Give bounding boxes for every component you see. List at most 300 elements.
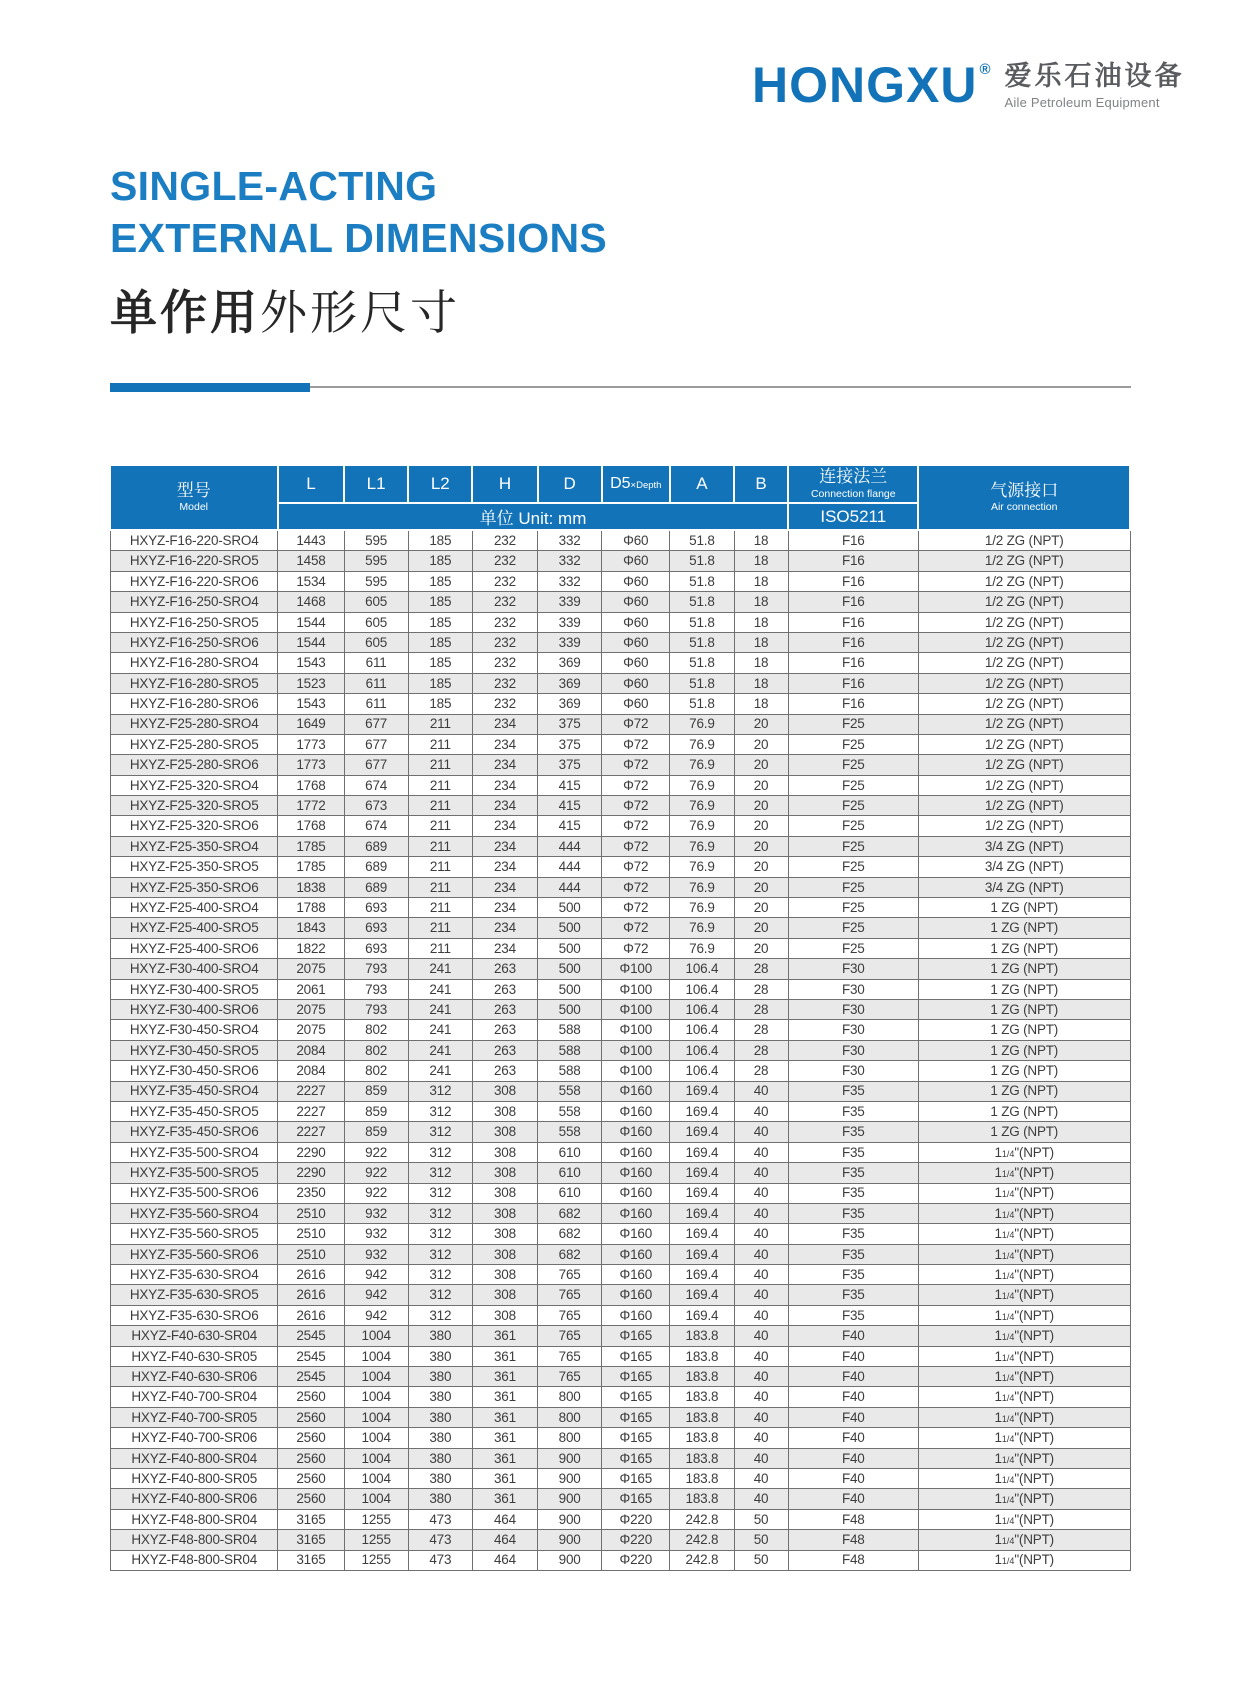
- cell-B: 40: [734, 1489, 788, 1509]
- header-B: [734, 465, 788, 503]
- cell-D: 375: [538, 755, 602, 775]
- cell-L: 2075: [278, 1020, 344, 1040]
- title-chinese-bold: 单作用: [110, 286, 260, 340]
- cell-L1: 595: [344, 571, 408, 591]
- cell-L1: 674: [344, 816, 408, 836]
- cell-H: 361: [472, 1448, 537, 1468]
- cell-L2: 211: [408, 775, 472, 795]
- cell-H: 361: [472, 1468, 537, 1488]
- cell-flange: F16: [788, 571, 918, 591]
- cell-A: 242.8: [670, 1509, 734, 1529]
- cell-L2: 380: [408, 1489, 472, 1509]
- cell-air: 11/4"(NPT): [918, 1305, 1130, 1325]
- cell-model: HXYZ-F40-700-SR06: [111, 1428, 278, 1448]
- cell-H: 361: [472, 1326, 537, 1346]
- cell-air: 11/4"(NPT): [918, 1468, 1130, 1488]
- cell-B: 20: [734, 775, 788, 795]
- logo: [752, 57, 1185, 113]
- header-L1: [344, 465, 408, 503]
- cell-L: 2560: [278, 1468, 344, 1488]
- cell-air: 1/2 ZG (NPT): [918, 551, 1130, 571]
- cell-L2: 211: [408, 816, 472, 836]
- cell-D: 682: [538, 1244, 602, 1264]
- cell-H: 263: [472, 959, 537, 979]
- cell-A: 169.4: [670, 1101, 734, 1121]
- cell-D5: Φ165: [602, 1326, 670, 1346]
- cell-H: 234: [472, 836, 537, 856]
- cell-L: 2560: [278, 1489, 344, 1509]
- cell-B: 28: [734, 959, 788, 979]
- cell-D5: Φ72: [602, 755, 670, 775]
- cell-air: 11/4"(NPT): [918, 1203, 1130, 1223]
- cell-model: HXYZ-F48-800-SR04: [111, 1509, 278, 1529]
- cell-D: 375: [538, 714, 602, 734]
- cell-D5: Φ165: [602, 1367, 670, 1387]
- cell-A: 51.8: [670, 571, 734, 591]
- cell-L: 3165: [278, 1509, 344, 1529]
- cell-model: HXYZ-F35-450-SRO5: [111, 1101, 278, 1121]
- header-L-label: L: [306, 474, 316, 493]
- cell-L1: 1255: [344, 1530, 408, 1550]
- cell-B: 18: [734, 551, 788, 571]
- table-row: [111, 1040, 1131, 1060]
- cell-air: 1/2 ZG (NPT): [918, 592, 1130, 612]
- table-row: [111, 755, 1131, 775]
- cell-model: HXYZ-F16-220-SRO4: [111, 530, 278, 551]
- cell-H: 263: [472, 1061, 537, 1081]
- cell-L2: 185: [408, 612, 472, 632]
- cell-B: 50: [734, 1530, 788, 1550]
- cell-D5: Φ60: [602, 673, 670, 693]
- cell-D: 369: [538, 673, 602, 693]
- logo-brand-text: HONGXU: [752, 57, 978, 113]
- cell-model: HXYZ-F40-700-SR04: [111, 1387, 278, 1407]
- cell-air: 1 ZG (NPT): [918, 1061, 1130, 1081]
- cell-model: HXYZ-F16-220-SRO6: [111, 571, 278, 591]
- cell-air: 11/4"(NPT): [918, 1387, 1130, 1407]
- cell-L2: 473: [408, 1550, 472, 1570]
- header-model: [111, 465, 278, 530]
- cell-L2: 185: [408, 592, 472, 612]
- table-header: [111, 465, 1131, 530]
- cell-L2: 473: [408, 1509, 472, 1529]
- cell-flange: F30: [788, 979, 918, 999]
- table-row: [111, 999, 1131, 1019]
- cell-D5: Φ160: [602, 1203, 670, 1223]
- cell-L1: 611: [344, 673, 408, 693]
- cell-L2: 211: [408, 918, 472, 938]
- cell-air: 11/4"(NPT): [918, 1142, 1130, 1162]
- cell-A: 106.4: [670, 1061, 734, 1081]
- cell-flange: F16: [788, 653, 918, 673]
- cell-model: HXYZ-F16-280-SRO6: [111, 694, 278, 714]
- table-row: [111, 959, 1131, 979]
- cell-D5: Φ100: [602, 1040, 670, 1060]
- cell-A: 106.4: [670, 959, 734, 979]
- cell-D5: Φ100: [602, 959, 670, 979]
- cell-L1: 595: [344, 530, 408, 551]
- cell-B: 40: [734, 1448, 788, 1468]
- cell-H: 232: [472, 612, 537, 632]
- cell-L1: 932: [344, 1203, 408, 1223]
- cell-L2: 241: [408, 979, 472, 999]
- cell-model: HXYZ-F25-350-SRO5: [111, 857, 278, 877]
- cell-L1: 677: [344, 755, 408, 775]
- cell-D: 415: [538, 775, 602, 795]
- cell-model: HXYZ-F40-630-SR04: [111, 1326, 278, 1346]
- cell-B: 18: [734, 592, 788, 612]
- cell-model: HXYZ-F40-700-SR05: [111, 1407, 278, 1427]
- cell-A: 106.4: [670, 1040, 734, 1060]
- cell-air: 1 ZG (NPT): [918, 979, 1130, 999]
- cell-B: 20: [734, 714, 788, 734]
- cell-L1: 802: [344, 1061, 408, 1081]
- cell-air: 1 ZG (NPT): [918, 1040, 1130, 1060]
- cell-L2: 312: [408, 1081, 472, 1101]
- cell-model: HXYZ-F16-220-SRO5: [111, 551, 278, 571]
- cell-L: 2616: [278, 1305, 344, 1325]
- table-row: [111, 592, 1131, 612]
- cell-flange: F40: [788, 1468, 918, 1488]
- cell-L1: 802: [344, 1020, 408, 1040]
- cell-B: 50: [734, 1509, 788, 1529]
- cell-D: 558: [538, 1101, 602, 1121]
- cell-L: 1773: [278, 755, 344, 775]
- header-H-label: H: [498, 474, 512, 493]
- cell-D5: Φ72: [602, 775, 670, 795]
- cell-A: 76.9: [670, 898, 734, 918]
- logo-subtitle-block: [1005, 62, 1185, 110]
- cell-L1: 673: [344, 796, 408, 816]
- cell-flange: F25: [788, 836, 918, 856]
- cell-L1: 595: [344, 551, 408, 571]
- cell-H: 464: [472, 1550, 537, 1570]
- cell-L: 1543: [278, 694, 344, 714]
- cell-B: 40: [734, 1326, 788, 1346]
- table-row: [111, 734, 1131, 754]
- cell-flange: F35: [788, 1163, 918, 1183]
- cell-L: 1544: [278, 612, 344, 632]
- table-row: [111, 1101, 1131, 1121]
- cell-D: 765: [538, 1326, 602, 1346]
- header-unit: 单位 Unit: mm: [278, 503, 788, 530]
- cell-air: 11/4"(NPT): [918, 1346, 1130, 1366]
- cell-D5: Φ160: [602, 1285, 670, 1305]
- cell-A: 169.4: [670, 1203, 734, 1223]
- cell-L: 2560: [278, 1387, 344, 1407]
- cell-L2: 380: [408, 1326, 472, 1346]
- cell-D5: Φ160: [602, 1122, 670, 1142]
- table-row: [111, 694, 1131, 714]
- cell-L1: 793: [344, 959, 408, 979]
- cell-model: HXYZ-F25-400-SRO4: [111, 898, 278, 918]
- cell-flange: F40: [788, 1428, 918, 1448]
- cell-model: HXYZ-F16-280-SRO5: [111, 673, 278, 693]
- cell-flange: F40: [788, 1346, 918, 1366]
- cell-L: 2616: [278, 1285, 344, 1305]
- cell-D5: Φ165: [602, 1428, 670, 1448]
- cell-L1: 859: [344, 1122, 408, 1142]
- table-row: [111, 938, 1131, 958]
- cell-H: 232: [472, 694, 537, 714]
- header-model-cn: 型号: [176, 480, 211, 500]
- cell-D: 558: [538, 1122, 602, 1142]
- cell-H: 234: [472, 816, 537, 836]
- cell-L2: 241: [408, 1040, 472, 1060]
- cell-flange: F40: [788, 1489, 918, 1509]
- table-row: [111, 571, 1131, 591]
- cell-A: 183.8: [670, 1326, 734, 1346]
- cell-L2: 211: [408, 938, 472, 958]
- cell-H: 234: [472, 857, 537, 877]
- cell-model: HXYZ-F35-560-SRO4: [111, 1203, 278, 1223]
- cell-L1: 674: [344, 775, 408, 795]
- table-row: [111, 1020, 1131, 1040]
- cell-flange: F35: [788, 1224, 918, 1244]
- cell-B: 40: [734, 1203, 788, 1223]
- cell-L2: 185: [408, 632, 472, 652]
- cell-L2: 241: [408, 1020, 472, 1040]
- cell-D5: Φ72: [602, 877, 670, 897]
- table-row: [111, 877, 1131, 897]
- cell-B: 18: [734, 694, 788, 714]
- cell-L: 2616: [278, 1265, 344, 1285]
- title-line2: EXTERNAL DIMENSIONS: [110, 215, 607, 262]
- cell-D: 500: [538, 979, 602, 999]
- header-B-label: B: [755, 474, 767, 493]
- cell-H: 232: [472, 653, 537, 673]
- cell-H: 308: [472, 1224, 537, 1244]
- cell-L1: 677: [344, 714, 408, 734]
- cell-D: 588: [538, 1020, 602, 1040]
- cell-L2: 380: [408, 1387, 472, 1407]
- cell-B: 20: [734, 796, 788, 816]
- cell-H: 361: [472, 1367, 537, 1387]
- cell-L: 1543: [278, 653, 344, 673]
- table-row: [111, 1550, 1131, 1570]
- cell-L2: 185: [408, 673, 472, 693]
- cell-model: HXYZ-F25-400-SRO6: [111, 938, 278, 958]
- cell-L2: 211: [408, 857, 472, 877]
- cell-D: 765: [538, 1346, 602, 1366]
- cell-D: 610: [538, 1183, 602, 1203]
- header-D5-main: D5: [610, 475, 631, 492]
- cell-flange: F16: [788, 632, 918, 652]
- table-row: [111, 1305, 1131, 1325]
- cell-D5: Φ160: [602, 1265, 670, 1285]
- cell-B: 18: [734, 632, 788, 652]
- cell-A: 76.9: [670, 775, 734, 795]
- cell-air: 1 ZG (NPT): [918, 1081, 1130, 1101]
- cell-model: HXYZ-F40-800-SR06: [111, 1489, 278, 1509]
- cell-air: 1 ZG (NPT): [918, 1020, 1130, 1040]
- cell-L: 2290: [278, 1142, 344, 1162]
- cell-L1: 1004: [344, 1326, 408, 1346]
- cell-L: 2084: [278, 1061, 344, 1081]
- cell-H: 234: [472, 755, 537, 775]
- cell-A: 51.8: [670, 612, 734, 632]
- cell-H: 232: [472, 632, 537, 652]
- cell-D5: Φ160: [602, 1183, 670, 1203]
- cell-A: 169.4: [670, 1265, 734, 1285]
- cell-D5: Φ60: [602, 632, 670, 652]
- cell-A: 183.8: [670, 1387, 734, 1407]
- header-row-1: [111, 465, 1131, 503]
- cell-L2: 380: [408, 1468, 472, 1488]
- cell-D: 500: [538, 938, 602, 958]
- cell-A: 169.4: [670, 1305, 734, 1325]
- cell-H: 308: [472, 1265, 537, 1285]
- cell-D5: Φ220: [602, 1530, 670, 1550]
- cell-model: HXYZ-F25-320-SRO4: [111, 775, 278, 795]
- registered-trademark-icon: ®: [979, 61, 991, 78]
- cell-flange: F40: [788, 1448, 918, 1468]
- cell-air: 1/2 ZG (NPT): [918, 632, 1130, 652]
- cell-D: 332: [538, 551, 602, 571]
- table-row: [111, 1448, 1131, 1468]
- header-D5-sub: ×Depth: [630, 480, 662, 491]
- cell-D5: Φ160: [602, 1224, 670, 1244]
- logo-english-name: Aile Petroleum Equipment: [1004, 94, 1160, 110]
- logo-chinese-name: 爱乐石油设备: [1004, 61, 1185, 91]
- cell-D5: Φ165: [602, 1448, 670, 1468]
- cell-D5: Φ72: [602, 938, 670, 958]
- cell-flange: F48: [788, 1550, 918, 1570]
- cell-A: 76.9: [670, 877, 734, 897]
- cell-L2: 185: [408, 571, 472, 591]
- cell-H: 308: [472, 1244, 537, 1264]
- cell-flange: F25: [788, 775, 918, 795]
- cell-B: 28: [734, 979, 788, 999]
- cell-A: 51.8: [670, 694, 734, 714]
- cell-flange: F40: [788, 1407, 918, 1427]
- cell-air: 3/4 ZG (NPT): [918, 877, 1130, 897]
- cell-model: HXYZ-F35-630-SRO5: [111, 1285, 278, 1305]
- table-row: [111, 1265, 1131, 1285]
- cell-air: 1/2 ZG (NPT): [918, 734, 1130, 754]
- cell-L: 3165: [278, 1530, 344, 1550]
- cell-flange: F25: [788, 877, 918, 897]
- cell-B: 40: [734, 1101, 788, 1121]
- cell-L2: 211: [408, 734, 472, 754]
- cell-A: 106.4: [670, 979, 734, 999]
- cell-model: HXYZ-F16-250-SRO4: [111, 592, 278, 612]
- cell-L: 2084: [278, 1040, 344, 1060]
- cell-L: 2075: [278, 999, 344, 1019]
- cell-L2: 380: [408, 1407, 472, 1427]
- cell-A: 76.9: [670, 714, 734, 734]
- cell-L: 2560: [278, 1448, 344, 1468]
- cell-L2: 312: [408, 1285, 472, 1305]
- cell-model: HXYZ-F35-450-SRO6: [111, 1122, 278, 1142]
- cell-D: 765: [538, 1265, 602, 1285]
- cell-L1: 942: [344, 1285, 408, 1305]
- cell-B: 28: [734, 999, 788, 1019]
- cell-L1: 611: [344, 653, 408, 673]
- cell-air: 1/2 ZG (NPT): [918, 775, 1130, 795]
- cell-H: 234: [472, 775, 537, 795]
- cell-L: 2350: [278, 1183, 344, 1203]
- cell-air: 1 ZG (NPT): [918, 959, 1130, 979]
- cell-B: 40: [734, 1407, 788, 1427]
- cell-H: 308: [472, 1122, 537, 1142]
- cell-B: 20: [734, 938, 788, 958]
- title-chinese-regular: 外形尺寸: [260, 286, 460, 340]
- header-flange-cn: 连接法兰: [819, 467, 888, 487]
- cell-air: 11/4"(NPT): [918, 1244, 1130, 1264]
- cell-B: 20: [734, 836, 788, 856]
- cell-flange: F35: [788, 1183, 918, 1203]
- cell-air: 1 ZG (NPT): [918, 999, 1130, 1019]
- cell-A: 106.4: [670, 1020, 734, 1040]
- cell-H: 308: [472, 1081, 537, 1101]
- cell-L: 1649: [278, 714, 344, 734]
- table-row: [111, 1244, 1131, 1264]
- cell-D: 500: [538, 959, 602, 979]
- cell-flange: F16: [788, 551, 918, 571]
- cell-L1: 922: [344, 1142, 408, 1162]
- cell-L2: 185: [408, 530, 472, 551]
- cell-air: 1 ZG (NPT): [918, 918, 1130, 938]
- cell-A: 106.4: [670, 999, 734, 1019]
- cell-A: 76.9: [670, 816, 734, 836]
- cell-D5: Φ72: [602, 734, 670, 754]
- cell-H: 232: [472, 592, 537, 612]
- cell-L2: 380: [408, 1367, 472, 1387]
- cell-air: 11/4"(NPT): [918, 1448, 1130, 1468]
- title-chinese: [110, 276, 607, 343]
- cell-L1: 689: [344, 877, 408, 897]
- cell-L2: 211: [408, 796, 472, 816]
- cell-L1: 693: [344, 898, 408, 918]
- table-row: [111, 530, 1131, 551]
- table-row: [111, 1346, 1131, 1366]
- cell-D: 444: [538, 857, 602, 877]
- cell-flange: F35: [788, 1305, 918, 1325]
- table-row: [111, 898, 1131, 918]
- cell-D5: Φ72: [602, 836, 670, 856]
- cell-flange: F30: [788, 1061, 918, 1081]
- cell-model: HXYZ-F25-280-SRO4: [111, 714, 278, 734]
- table-row: [111, 1224, 1131, 1244]
- cell-model: HXYZ-F40-630-SR06: [111, 1367, 278, 1387]
- cell-air: 1 ZG (NPT): [918, 938, 1130, 958]
- cell-model: HXYZ-F25-350-SRO4: [111, 836, 278, 856]
- cell-D5: Φ165: [602, 1407, 670, 1427]
- cell-model: HXYZ-F16-250-SRO6: [111, 632, 278, 652]
- cell-B: 40: [734, 1305, 788, 1325]
- cell-air: 11/4"(NPT): [918, 1265, 1130, 1285]
- header-A-label: A: [696, 474, 708, 493]
- cell-D: 800: [538, 1387, 602, 1407]
- table-body: [111, 530, 1131, 1570]
- cell-H: 361: [472, 1387, 537, 1407]
- cell-H: 361: [472, 1428, 537, 1448]
- cell-L: 1544: [278, 632, 344, 652]
- cell-air: 11/4"(NPT): [918, 1224, 1130, 1244]
- header-L1-label: L1: [366, 474, 386, 493]
- cell-B: 20: [734, 857, 788, 877]
- cell-H: 308: [472, 1203, 537, 1223]
- cell-L1: 922: [344, 1163, 408, 1183]
- cell-H: 234: [472, 938, 537, 958]
- cell-air: 1/2 ZG (NPT): [918, 816, 1130, 836]
- cell-L1: 611: [344, 694, 408, 714]
- cell-L: 1843: [278, 918, 344, 938]
- table-row: [111, 857, 1131, 877]
- cell-D5: Φ60: [602, 653, 670, 673]
- cell-A: 51.8: [670, 653, 734, 673]
